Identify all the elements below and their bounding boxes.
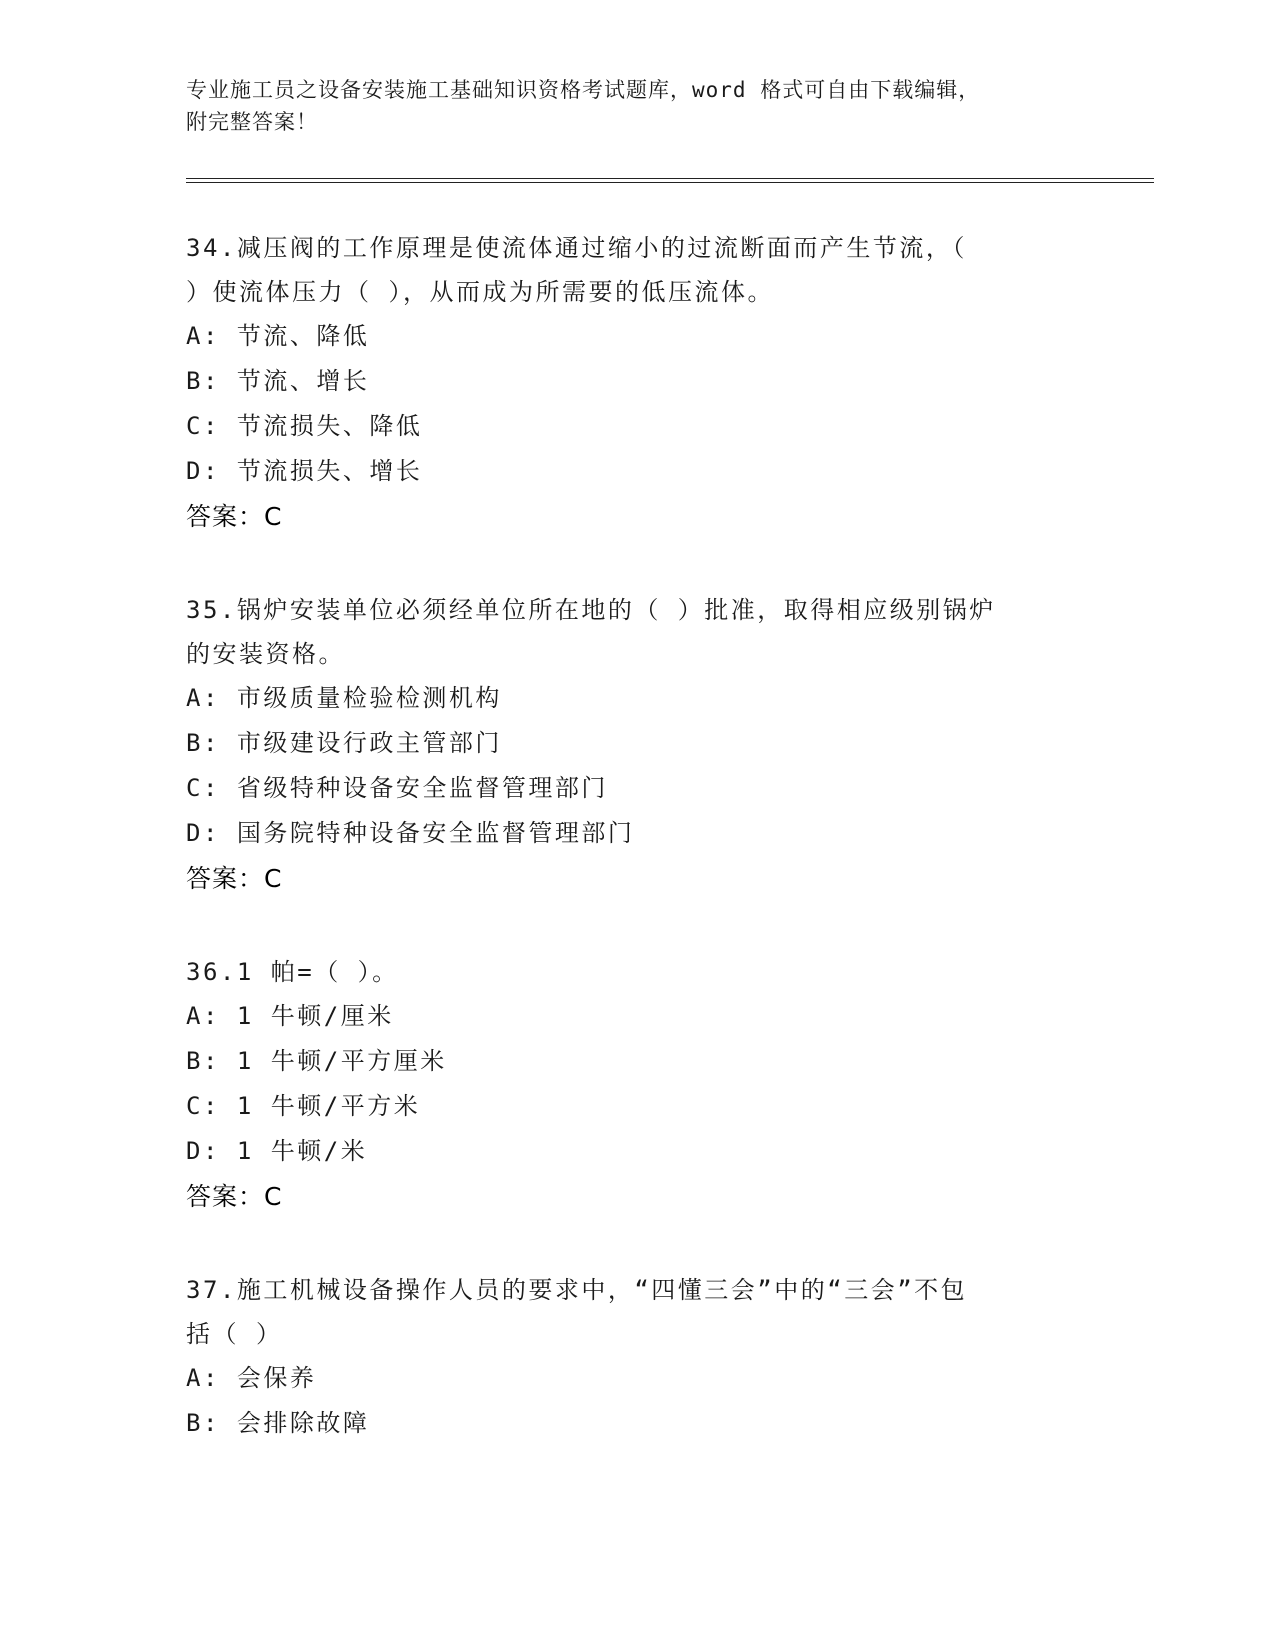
question-stem: 37.施工机械设备操作人员的要求中，“四懂三会”中的“三会”不包	[186, 1276, 968, 1304]
answer: 答案：C	[186, 864, 283, 893]
question-stem: 35.锅炉安装单位必须经单位所在地的（ ）批准，取得相应级别锅炉	[186, 596, 996, 624]
question-stem: ）使流体压力（ ），从而成为所需要的低压流体。	[186, 278, 774, 306]
document-header	[186, 74, 1086, 138]
question-stem: 括（ ）	[186, 1320, 283, 1348]
header-line-1: 专业施工员之设备安装施工基础知识资格考试题库，word 格式可自由下载编辑，	[186, 78, 981, 102]
question-35	[186, 588, 1066, 901]
header-line-2: 附完整答案！	[186, 110, 318, 134]
option-c: C: 1 牛顿/平方米	[186, 1092, 421, 1120]
option-b: B: 会排除故障	[186, 1409, 370, 1437]
question-stem: 36.1 帕=（ ）。	[186, 958, 399, 986]
option-d: D: 节流损失、增长	[186, 457, 423, 485]
option-a: A: 会保养	[186, 1364, 317, 1392]
option-d: D: 1 牛顿/米	[186, 1137, 368, 1165]
option-a: A: 市级质量检验检测机构	[186, 684, 502, 712]
option-c: C: 省级特种设备安全监督管理部门	[186, 774, 608, 802]
question-34	[186, 226, 1066, 539]
header-divider	[186, 178, 1154, 183]
question-stem: 的安装资格。	[186, 640, 345, 668]
option-a: A: 节流、降低	[186, 322, 370, 350]
option-b: B: 1 牛顿/平方厘米	[186, 1047, 447, 1075]
option-b: B: 节流、增长	[186, 367, 370, 395]
answer: 答案：C	[186, 1182, 283, 1211]
option-c: C: 节流损失、降低	[186, 412, 423, 440]
option-d: D: 国务院特种设备安全监督管理部门	[186, 819, 635, 847]
answer: 答案：C	[186, 502, 283, 531]
question-stem: 34.减压阀的工作原理是使流体通过缩小的过流断面而产生节流，（	[186, 234, 967, 262]
option-b: B: 市级建设行政主管部门	[186, 729, 502, 757]
question-37	[186, 1268, 1066, 1446]
option-a: A: 1 牛顿/厘米	[186, 1002, 394, 1030]
question-36	[186, 950, 1066, 1219]
